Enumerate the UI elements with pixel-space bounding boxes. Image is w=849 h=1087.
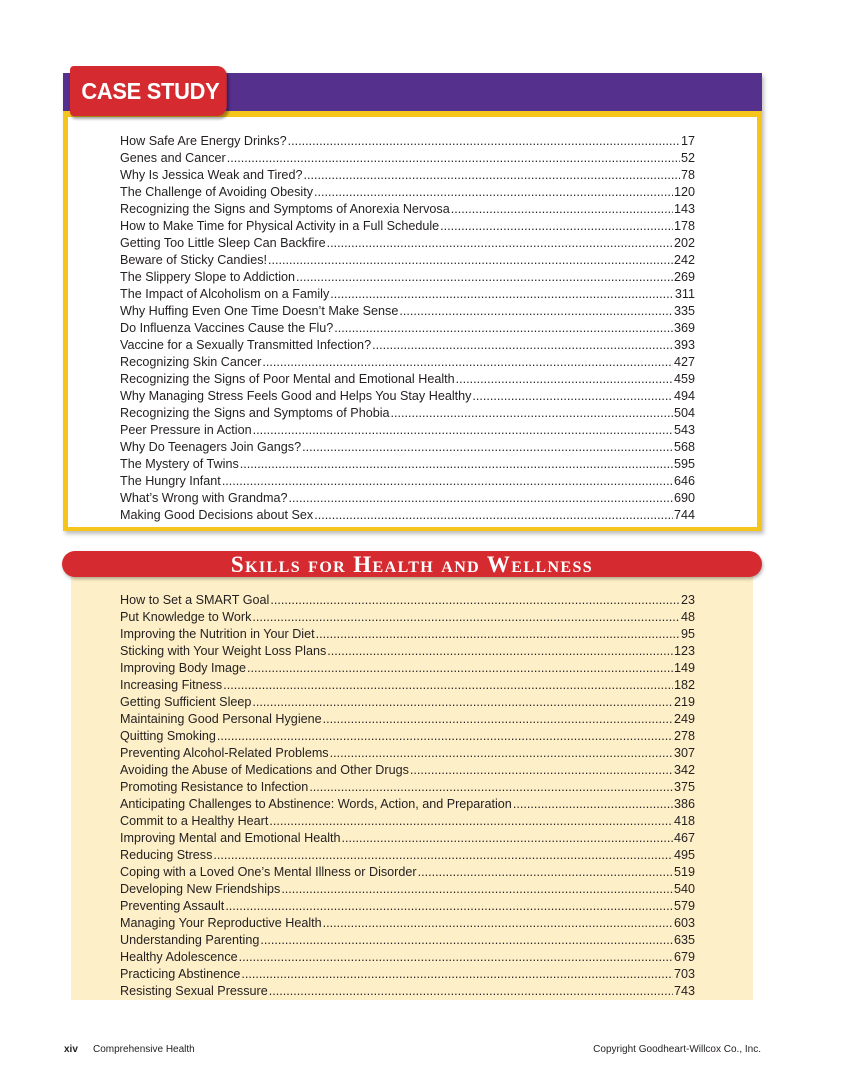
case-study-entry [120, 218, 695, 235]
entry-page-number: 219 [673, 695, 695, 709]
entry-page-number: 375 [673, 780, 695, 794]
dot-leader [314, 184, 673, 201]
entry-title: How Safe Are Energy Drinks? [120, 134, 287, 148]
dot-leader [323, 915, 673, 932]
dot-leader [213, 847, 673, 864]
entry-title: Peer Pressure in Action [120, 423, 252, 437]
entry-page-number: 494 [673, 389, 695, 403]
dot-leader [241, 966, 673, 983]
entry-page-number: 123 [673, 644, 695, 658]
case-study-entry [120, 235, 695, 252]
entry-page-number: 459 [673, 372, 695, 386]
entry-title: Why Huffing Even One Time Doesn’t Make Sense [120, 304, 399, 318]
case-study-entry [120, 439, 695, 456]
case-study-entry [120, 133, 695, 150]
case-study-entry [120, 405, 695, 422]
entry-page-number: 307 [673, 746, 695, 760]
entry-title: Vaccine for a Sexually Transmitted Infection? [120, 338, 372, 352]
dot-leader [302, 439, 673, 456]
entry-page-number: 178 [673, 219, 695, 233]
entry-page-number: 635 [673, 933, 695, 947]
entry-title: Do Influenza Vaccines Cause the Flu? [120, 321, 334, 335]
entry-page-number: 242 [673, 253, 695, 267]
skills-entry [120, 864, 695, 881]
dot-leader [440, 218, 673, 235]
entry-title: Recognizing the Signs of Poor Mental and Emotional Health [120, 372, 455, 386]
dot-leader [260, 932, 673, 949]
skills-entry [120, 694, 695, 711]
entry-title: Promoting Resistance to Infection [120, 780, 309, 794]
dot-leader [330, 286, 674, 303]
entry-page-number: 120 [673, 185, 695, 199]
entry-page-number: 342 [673, 763, 695, 777]
entry-page-number: 149 [673, 661, 695, 675]
entry-title: Improving Mental and Emotional Health [120, 831, 341, 845]
entry-title: Sticking with Your Weight Loss Plans [120, 644, 327, 658]
case-study-entry [120, 184, 695, 201]
case-study-entry [120, 507, 695, 524]
dot-leader [270, 592, 680, 609]
entry-page-number: 519 [673, 865, 695, 879]
entry-page-number: 679 [673, 950, 695, 964]
entry-page-number: 427 [673, 355, 695, 369]
dot-leader [252, 609, 680, 626]
dot-leader [303, 167, 680, 184]
case-study-entry [120, 269, 695, 286]
entry-title: Improving Body Image [120, 661, 246, 675]
case-study-entry [120, 167, 695, 184]
entry-title: The Challenge of Avoiding Obesity [120, 185, 313, 199]
entry-title: Resisting Sexual Pressure [120, 984, 268, 998]
dot-leader [334, 320, 673, 337]
case-study-heading: CASE STUDY [70, 66, 227, 116]
entry-title: Increasing Fitness [120, 678, 223, 692]
entry-title: The Impact of Alcoholism on a Family [120, 287, 330, 301]
dot-leader [252, 694, 673, 711]
dot-leader [227, 150, 680, 167]
entry-title: Preventing Alcohol-Related Problems [120, 746, 329, 760]
skills-entry [120, 796, 695, 813]
dot-leader [223, 677, 673, 694]
case-study-entry [120, 422, 695, 439]
skills-entry [120, 830, 695, 847]
entry-page-number: 52 [680, 151, 695, 165]
dot-leader [451, 201, 673, 218]
entry-page-number: 744 [673, 508, 695, 522]
skills-entry [120, 677, 695, 694]
entry-page-number: 690 [673, 491, 695, 505]
dot-leader [262, 354, 673, 371]
skills-entry [120, 881, 695, 898]
entry-title: Practicing Abstinence [120, 967, 241, 981]
entry-title: Getting Too Little Sleep Can Backfire [120, 236, 326, 250]
skills-entry [120, 660, 695, 677]
entry-title: Making Good Decisions about Sex [120, 508, 314, 522]
skills-entry [120, 592, 695, 609]
dot-leader [269, 813, 673, 830]
entry-title: How to Set a SMART Goal [120, 593, 270, 607]
entry-title: Why Is Jessica Weak and Tired? [120, 168, 303, 182]
dot-leader [225, 898, 673, 915]
entry-page-number: 182 [673, 678, 695, 692]
entry-title: Developing New Friendships [120, 882, 281, 896]
case-study-entry [120, 252, 695, 269]
dot-leader [410, 762, 673, 779]
entry-title: Recognizing the Signs and Symptoms of Anorexia Nervosa [120, 202, 450, 216]
dot-leader [391, 405, 673, 422]
dot-leader [239, 949, 673, 966]
entry-page-number: 17 [680, 134, 695, 148]
entry-title: Put Knowledge to Work [120, 610, 252, 624]
dot-leader [222, 473, 673, 490]
entry-title: Anticipating Challenges to Abstinence: Words, Action, and Preparation [120, 797, 512, 811]
case-study-list [120, 133, 695, 524]
entry-page-number: 603 [673, 916, 695, 930]
dot-leader [327, 643, 673, 660]
entry-page-number: 335 [673, 304, 695, 318]
book-title: Comprehensive Health [93, 1044, 195, 1055]
entry-title: Genes and Cancer [120, 151, 226, 165]
dot-leader [418, 864, 673, 881]
case-study-entry [120, 456, 695, 473]
case-study-entry [120, 150, 695, 167]
entry-title: Getting Sufficient Sleep [120, 695, 252, 709]
dot-leader [288, 133, 680, 150]
dot-leader [268, 252, 673, 269]
dot-leader [323, 711, 673, 728]
dot-leader [314, 507, 673, 524]
entry-title: Beware of Sticky Candies! [120, 253, 267, 267]
case-study-entry [120, 337, 695, 354]
entry-title: Why Managing Stress Feels Good and Helps You Stay Healthy [120, 389, 472, 403]
entry-page-number: 386 [673, 797, 695, 811]
entry-page-number: 540 [673, 882, 695, 896]
entry-page-number: 311 [674, 287, 695, 301]
entry-page-number: 48 [680, 610, 695, 624]
entry-title: Quitting Smoking [120, 729, 216, 743]
dot-leader [372, 337, 673, 354]
dot-leader [472, 388, 673, 405]
entry-title: Healthy Adolescence [120, 950, 238, 964]
entry-page-number: 646 [673, 474, 695, 488]
entry-title: Coping with a Loved One’s Mental Illness or Disorder [120, 865, 417, 879]
entry-page-number: 393 [673, 338, 695, 352]
entry-title: Maintaining Good Personal Hygiene [120, 712, 322, 726]
skills-entry [120, 932, 695, 949]
dot-leader [296, 269, 673, 286]
entry-page-number: 595 [673, 457, 695, 471]
skills-entry [120, 983, 695, 1000]
skills-entry [120, 847, 695, 864]
case-study-entry [120, 320, 695, 337]
skills-entry [120, 609, 695, 626]
entry-title: How to Make Time for Physical Activity in a Full Schedule [120, 219, 440, 233]
entry-page-number: 743 [673, 984, 695, 998]
skills-entry [120, 643, 695, 660]
entry-page-number: 278 [673, 729, 695, 743]
dot-leader [456, 371, 673, 388]
skills-banner [62, 551, 762, 577]
entry-title: Recognizing Skin Cancer [120, 355, 262, 369]
dot-leader [399, 303, 673, 320]
dot-leader [289, 490, 673, 507]
copyright-notice: Copyright Goodheart-Willcox Co., Inc. [593, 1044, 761, 1055]
dot-leader [240, 456, 673, 473]
skills-entry [120, 762, 695, 779]
entry-page-number: 78 [680, 168, 695, 182]
entry-page-number: 543 [673, 423, 695, 437]
case-study-entry [120, 303, 695, 320]
entry-page-number: 269 [673, 270, 695, 284]
entry-page-number: 249 [673, 712, 695, 726]
entry-page-number: 369 [673, 321, 695, 335]
skills-entry [120, 728, 695, 745]
entry-page-number: 95 [680, 627, 695, 641]
skills-entry [120, 813, 695, 830]
skills-entry [120, 779, 695, 796]
case-study-entry [120, 201, 695, 218]
dot-leader [247, 660, 673, 677]
skills-entry [120, 711, 695, 728]
entry-title: Understanding Parenting [120, 933, 260, 947]
dot-leader [316, 626, 680, 643]
entry-page-number: 703 [673, 967, 695, 981]
entry-title: Preventing Assault [120, 899, 225, 913]
entry-title: Avoiding the Abuse of Medications and Other Drugs [120, 763, 409, 777]
skills-entry [120, 626, 695, 643]
page-number: xiv [64, 1044, 78, 1055]
skills-entry [120, 898, 695, 915]
skills-entry [120, 915, 695, 932]
skills-heading: Skills for Health and Wellness [230, 552, 594, 577]
case-study-entry [120, 371, 695, 388]
entry-title: The Mystery of Twins [120, 457, 239, 471]
skills-entry [120, 949, 695, 966]
entry-title: Why Do Teenagers Join Gangs? [120, 440, 302, 454]
entry-page-number: 495 [673, 848, 695, 862]
case-study-entry [120, 473, 695, 490]
case-study-entry [120, 286, 695, 303]
dot-leader [253, 422, 673, 439]
case-study-entry [120, 388, 695, 405]
case-study-entry [120, 490, 695, 507]
dot-leader [309, 779, 673, 796]
case-study-entry [120, 354, 695, 371]
dot-leader [327, 235, 673, 252]
entry-title: Managing Your Reproductive Health [120, 916, 322, 930]
entry-title: What’s Wrong with Grandma? [120, 491, 288, 505]
skills-entry [120, 966, 695, 983]
entry-page-number: 23 [680, 593, 695, 607]
dot-leader [513, 796, 673, 813]
entry-title: The Hungry Infant [120, 474, 221, 488]
entry-page-number: 418 [673, 814, 695, 828]
entry-title: Reducing Stress [120, 848, 213, 862]
entry-title: Recognizing the Signs and Symptoms of Phobia [120, 406, 390, 420]
skills-entry [120, 745, 695, 762]
entry-title: Improving the Nutrition in Your Diet [120, 627, 315, 641]
entry-page-number: 504 [673, 406, 695, 420]
dot-leader [217, 728, 673, 745]
dot-leader [330, 745, 673, 762]
entry-page-number: 467 [673, 831, 695, 845]
entry-title: The Slippery Slope to Addiction [120, 270, 296, 284]
dot-leader [269, 983, 673, 1000]
entry-page-number: 568 [673, 440, 695, 454]
skills-list [120, 592, 695, 1000]
entry-page-number: 579 [673, 899, 695, 913]
dot-leader [342, 830, 673, 847]
entry-page-number: 202 [673, 236, 695, 250]
dot-leader [281, 881, 673, 898]
entry-page-number: 143 [673, 202, 695, 216]
entry-title: Commit to a Healthy Heart [120, 814, 269, 828]
